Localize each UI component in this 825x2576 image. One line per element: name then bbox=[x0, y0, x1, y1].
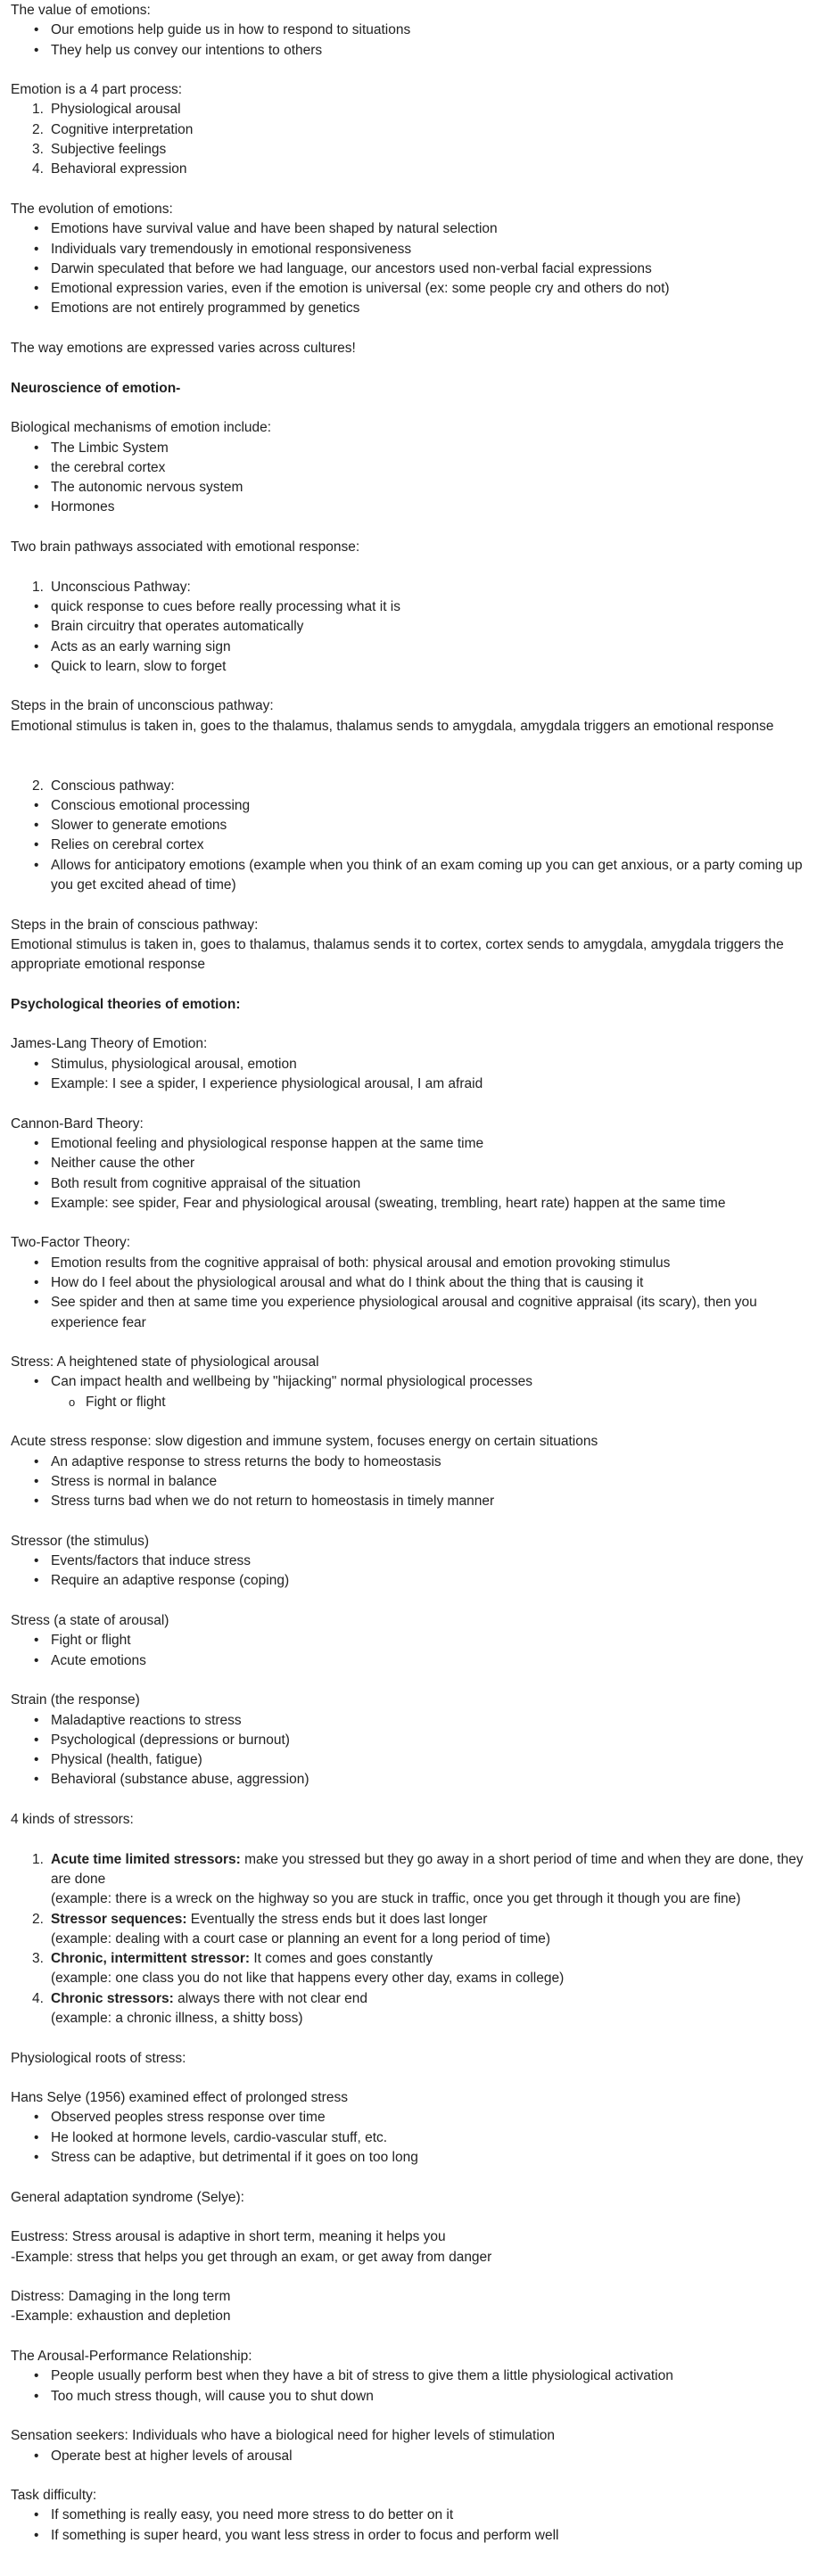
list-item: • Acute emotions bbox=[11, 1651, 814, 1671]
spacer bbox=[11, 1592, 814, 1611]
spacer bbox=[11, 399, 814, 418]
list-item: • Quick to learn, slow to forget bbox=[11, 657, 814, 677]
spacer bbox=[11, 2327, 814, 2347]
list-item: • Can impact health and wellbeing by "hijacking" normal physiological processes bbox=[11, 1372, 814, 1392]
numbered-list bbox=[11, 777, 814, 796]
paragraph: Emotional stimulus is taken in, goes to thalamus, thalamus sends it to cortex, cortex sends to amygdala, amygdala triggers the appropriate emotional response bbox=[11, 936, 784, 973]
bullet-list bbox=[11, 1134, 814, 1214]
list-item: • Stress turns bad when we do not return to homeostasis in timely manner bbox=[11, 1492, 814, 1511]
paragraph: Task difficulty: bbox=[11, 2488, 97, 2504]
stressor-desc: Eventually the stress ends but it does last longer bbox=[186, 1911, 488, 1927]
list-item: • Both result from cognitive appraisal of the situation bbox=[11, 1174, 814, 1194]
item-text: Physiological arousal bbox=[51, 102, 181, 118]
bullet-list bbox=[11, 219, 814, 318]
stressor-item bbox=[11, 1850, 814, 1910]
item-text: Subjective feelings bbox=[51, 142, 167, 158]
spacer bbox=[11, 2029, 814, 2048]
item-number: 1. bbox=[32, 102, 44, 118]
list-item: • Stress is normal in balance bbox=[11, 1472, 814, 1492]
list-item: • Acts as an early warning sign bbox=[11, 638, 814, 657]
list-item: • He looked at hormone levels, cardio-vascular stuff, etc. bbox=[11, 2128, 814, 2148]
spacer bbox=[11, 1214, 814, 1233]
paragraph: Emotional stimulus is taken in, goes to the thalamus, thalamus sends to amygdala, amygdala triggers an emotional response bbox=[11, 718, 774, 734]
paragraph: 4 kinds of stressors: bbox=[11, 1812, 134, 1828]
list-item: • Events/factors that induce stress bbox=[11, 1551, 814, 1571]
section-heading: Neuroscience of emotion- bbox=[11, 380, 181, 396]
list-item: • Slower to generate emotions bbox=[11, 816, 814, 835]
spacer bbox=[11, 180, 814, 200]
stressor-desc: make you stressed but they go away in a short period of time and when they are done, they are done bbox=[51, 1851, 804, 1887]
paragraph: The way emotions are expressed varies across cultures! bbox=[11, 341, 356, 357]
paragraph: -Example: stress that helps you get through an exam, or get away from danger bbox=[11, 2249, 492, 2265]
bullet-list bbox=[11, 1055, 814, 1095]
list-item: • Physical (health, fatigue) bbox=[11, 1750, 814, 1770]
paragraph: General adaptation syndrome (Selye): bbox=[11, 2189, 244, 2205]
list-item: • Allows for anticipatory emotions (example when you think of an exam coming up you can get anxious, or a party coming up you get excited ahead of time) bbox=[11, 856, 814, 896]
paragraph: Two brain pathways associated with emotional response: bbox=[11, 539, 360, 556]
list-item: • The autonomic nervous system bbox=[11, 478, 814, 498]
list-item: • quick response to cues before really processing what it is bbox=[11, 597, 814, 617]
bullet-list bbox=[11, 2447, 814, 2466]
stressor-example: (example: one class you do not like that happens every other day, exams in college) bbox=[51, 1971, 565, 1987]
spacer bbox=[11, 1830, 814, 1849]
item-number: 4. bbox=[32, 161, 44, 177]
list-item: • Darwin speculated that before we had language, our ancestors used non-verbal facial expressions bbox=[11, 259, 814, 279]
spacer bbox=[11, 975, 814, 995]
spacer bbox=[11, 737, 814, 756]
list-item: • Operate best at higher levels of arousal bbox=[11, 2447, 814, 2466]
spacer bbox=[11, 1333, 814, 1353]
list-item: • Emotional feeling and physiological response happen at the same time bbox=[11, 1134, 814, 1154]
paragraph: Physiological roots of stress: bbox=[11, 2050, 186, 2066]
list-item: • Example: I see a spider, I experience physiological arousal, I am afraid bbox=[11, 1074, 814, 1094]
paragraph: Two-Factor Theory: bbox=[11, 1235, 131, 1251]
bullet-list bbox=[11, 2108, 814, 2168]
list-item: • Stimulus, physiological arousal, emotion bbox=[11, 1055, 814, 1074]
paragraph: Biological mechanisms of emotion include: bbox=[11, 420, 272, 436]
list-item: • See spider and then at same time you experience physiological arousal and cognitive appraisal (its scary), then you experience fear bbox=[11, 1293, 814, 1333]
sub-list-item: o Fight or flight bbox=[11, 1393, 814, 1412]
list-item: • Relies on cerebral cortex bbox=[11, 835, 814, 855]
list-item: • The Limbic System bbox=[11, 439, 814, 458]
spacer bbox=[11, 2466, 814, 2486]
list-item: • Brain circuitry that operates automatically bbox=[11, 617, 814, 637]
bullet-list bbox=[11, 1254, 814, 1333]
paragraph: Distress: Damaging in the long term bbox=[11, 2289, 231, 2305]
paragraph: James-Lang Theory of Emotion: bbox=[11, 1036, 208, 1052]
list-item: • Require an adaptive response (coping) bbox=[11, 1571, 814, 1591]
spacer bbox=[11, 2407, 814, 2426]
stressor-desc: always there with not clear end bbox=[173, 1990, 367, 2006]
item-number: 1. bbox=[32, 1851, 44, 1867]
list-item: • Emotional expression varies, even if the emotion is universal (ex: some people cry and others do not) bbox=[11, 279, 814, 299]
list-item: • Maladaptive reactions to stress bbox=[11, 1711, 814, 1731]
spacer bbox=[11, 677, 814, 696]
list-item: • Emotions have survival value and have been shaped by natural selection bbox=[11, 219, 814, 239]
paragraph: Steps in the brain of unconscious pathway: bbox=[11, 698, 274, 714]
numbered-item bbox=[11, 160, 814, 179]
spacer bbox=[11, 358, 814, 378]
item-number: 2. bbox=[32, 1911, 44, 1927]
stressor-example: (example: there is a wreck on the highway so you are stuck in traffic, once you get through it though you are fine) bbox=[51, 1891, 741, 1907]
stressor-name: Stressor sequences: bbox=[51, 1911, 187, 1927]
paragraph: -Example: exhaustion and depletion bbox=[11, 2309, 231, 2325]
spacer bbox=[11, 557, 814, 577]
bullet-list bbox=[11, 1711, 814, 1790]
item-text: Unconscious Pathway: bbox=[51, 579, 191, 595]
list-item: • How do I feel about the physiological arousal and what do I think about the thing that is causing it bbox=[11, 1273, 814, 1293]
list-item: • the cerebral cortex bbox=[11, 458, 814, 478]
numbered-item bbox=[11, 777, 814, 796]
list-item: • Too much stress though, will cause you to shut down bbox=[11, 2387, 814, 2407]
item-number: 3. bbox=[32, 142, 44, 158]
spacer bbox=[11, 2069, 814, 2088]
paragraph: Cannon-Bard Theory: bbox=[11, 1115, 144, 1132]
item-number: 4. bbox=[32, 1990, 44, 2006]
list-item: • Psychological (depressions or burnout) bbox=[11, 1731, 814, 1750]
spacer bbox=[11, 518, 814, 538]
item-text: Cognitive interpretation bbox=[51, 121, 194, 137]
spacer bbox=[11, 2267, 814, 2287]
list-item: • Our emotions help guide us in how to respond to situations bbox=[11, 21, 814, 40]
spacer bbox=[11, 61, 814, 80]
bullet-list bbox=[11, 796, 814, 895]
bullet-list bbox=[11, 1453, 814, 1512]
list-item: • An adaptive response to stress returns the body to homeostasis bbox=[11, 1453, 814, 1472]
list-item: • Example: see spider, Fear and physiological arousal (sweating, trembling, heart rate) happen at the same time bbox=[11, 1194, 814, 1214]
list-item: • They help us convey our intentions to others bbox=[11, 41, 814, 61]
sub-bullet-list bbox=[11, 1393, 814, 1412]
item-number: 3. bbox=[32, 1951, 44, 1967]
list-item: • Fight or flight bbox=[11, 1631, 814, 1650]
spacer bbox=[11, 756, 814, 776]
bullet-list bbox=[11, 1631, 814, 1671]
spacer bbox=[11, 895, 814, 915]
list-item: • Conscious emotional processing bbox=[11, 796, 814, 816]
list-item: • Behavioral (substance abuse, aggression) bbox=[11, 1770, 814, 1790]
paragraph: The evolution of emotions: bbox=[11, 201, 173, 217]
bullet-list bbox=[11, 21, 814, 61]
numbered-item bbox=[11, 120, 814, 140]
stressor-item bbox=[11, 1989, 814, 2029]
paragraph: Steps in the brain of conscious pathway: bbox=[11, 917, 259, 933]
bullet-list bbox=[11, 439, 814, 518]
spacer bbox=[11, 1512, 814, 1532]
item-number: 2. bbox=[32, 778, 44, 794]
numbered-list bbox=[11, 578, 814, 597]
stressor-example: (example: a chronic illness, a shitty boss) bbox=[51, 2010, 303, 2026]
list-item: • Observed peoples stress response over time bbox=[11, 2108, 814, 2127]
numbered-item bbox=[11, 578, 814, 597]
bullet-list bbox=[11, 2506, 814, 2546]
spacer bbox=[11, 2208, 814, 2227]
list-item: • If something is really easy, you need more stress to do better on it bbox=[11, 2506, 814, 2525]
bullet-list bbox=[11, 597, 814, 677]
paragraph: Acute stress response: slow digestion and immune system, focuses energy on certain situations bbox=[11, 1434, 598, 1450]
bullet-list bbox=[11, 1372, 814, 1392]
paragraph: The Arousal-Performance Relationship: bbox=[11, 2349, 252, 2365]
paragraph: The value of emotions: bbox=[11, 3, 151, 18]
spacer bbox=[11, 319, 814, 339]
list-item: • Hormones bbox=[11, 498, 814, 517]
paragraph: Sensation seekers: Individuals who have a biological need for higher levels of stimulation bbox=[11, 2428, 556, 2444]
item-text: Conscious pathway: bbox=[51, 778, 175, 794]
paragraph: Emotion is a 4 part process: bbox=[11, 82, 183, 98]
list-item: • Individuals vary tremendously in emotional responsiveness bbox=[11, 240, 814, 259]
spacer bbox=[11, 1671, 814, 1691]
paragraph: Eustress: Stress arousal is adaptive in short term, meaning it helps you bbox=[11, 2229, 446, 2245]
item-number: 1. bbox=[32, 579, 44, 595]
stressor-name: Acute time limited stressors: bbox=[51, 1851, 241, 1867]
item-text: Behavioral expression bbox=[51, 161, 187, 177]
list-item: • If something is super heard, you want less stress in order to focus and perform well bbox=[11, 2526, 814, 2546]
stressor-desc: It comes and goes constantly bbox=[250, 1951, 433, 1967]
paragraph: Stressor (the stimulus) bbox=[11, 1533, 150, 1549]
list-item: • People usually perform best when they have a bit of stress to give them a little physiological activation bbox=[11, 2366, 814, 2386]
stressor-item bbox=[11, 1949, 814, 1989]
numbered-item bbox=[11, 140, 814, 160]
numbered-list bbox=[11, 100, 814, 179]
list-item: • Stress can be adaptive, but detrimental if it goes on too long bbox=[11, 2148, 814, 2168]
list-item: • Neither cause the other bbox=[11, 1154, 814, 1173]
spacer bbox=[11, 2168, 814, 2187]
spacer bbox=[11, 1015, 814, 1034]
paragraph: Stress (a state of arousal) bbox=[11, 1613, 169, 1629]
stressor-name: Chronic stressors: bbox=[51, 1990, 174, 2006]
list-item: • Emotions are not entirely programmed by genetics bbox=[11, 299, 814, 318]
paragraph: Stress: A heightened state of physiological arousal bbox=[11, 1354, 319, 1370]
stressor-name: Chronic, intermittent stressor: bbox=[51, 1951, 251, 1967]
spacer bbox=[11, 1094, 814, 1114]
bullet-list bbox=[11, 2366, 814, 2407]
stressor-list bbox=[11, 1850, 814, 2029]
stressor-item bbox=[11, 1910, 814, 1950]
list-item: • Emotion results from the cognitive appraisal of both: physical arousal and emotion provoking stimulus bbox=[11, 1254, 814, 1273]
stressor-example: (example: dealing with a court case or planning an event for a long period of time) bbox=[51, 1930, 551, 1946]
item-number: 2. bbox=[32, 121, 44, 137]
spacer bbox=[11, 1790, 814, 1810]
bullet-list bbox=[11, 1551, 814, 1592]
paragraph: Hans Selye (1956) examined effect of prolonged stress bbox=[11, 2090, 348, 2106]
paragraph: Strain (the response) bbox=[11, 1692, 140, 1708]
numbered-item bbox=[11, 100, 814, 119]
section-heading: Psychological theories of emotion: bbox=[11, 996, 241, 1012]
spacer bbox=[11, 1412, 814, 1432]
